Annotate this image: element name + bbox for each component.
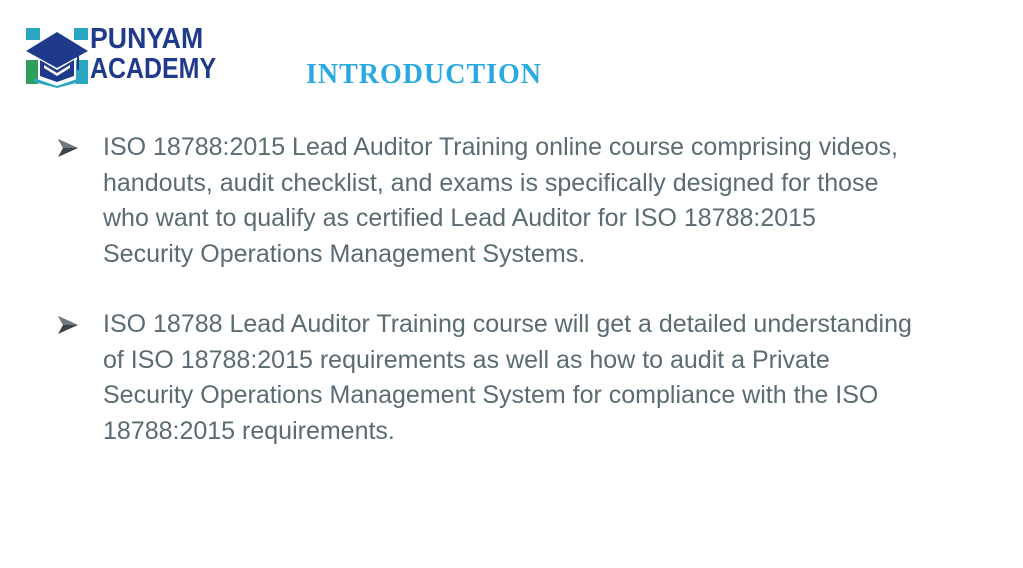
bullet-line: Security Operations Management Systems. bbox=[103, 239, 586, 268]
slide-title: introduction bbox=[306, 47, 543, 92]
bullet-item bbox=[56, 307, 996, 449]
bullet-line: of ISO 18788:2015 requirements as well as how to audit a Private bbox=[103, 345, 830, 374]
logo-line-2: ACADEMY bbox=[90, 53, 217, 85]
bullet-text bbox=[103, 307, 983, 449]
bullet-line: Security Operations Management System for compliance with the ISO bbox=[103, 381, 879, 409]
bullet-line: who want to qualify as certified Lead Auditor for ISO 18788:2015 bbox=[103, 204, 816, 232]
bullet-line: ISO 18788:2015 Lead Auditor Training online course comprising videos, bbox=[103, 133, 898, 161]
bullet-text bbox=[103, 130, 983, 272]
bullet-list bbox=[56, 130, 996, 484]
logo-line-1: PUNYAM bbox=[90, 23, 204, 55]
punyam-academy-logo bbox=[24, 24, 234, 90]
bullet-line: ISO 18788 Lead Auditor Training course will get a detailed understanding bbox=[103, 310, 912, 338]
logo-wordmark bbox=[90, 24, 237, 84]
bullet-item bbox=[56, 130, 996, 272]
arrow-bullet-icon bbox=[56, 315, 80, 335]
bullet-line: 18788:2015 requirements. bbox=[103, 416, 395, 445]
graduation-cap-icon bbox=[24, 24, 90, 88]
bullet-line: handouts, audit checklist, and exams is specifically designed for those bbox=[103, 168, 879, 197]
arrow-bullet-icon bbox=[56, 138, 80, 158]
